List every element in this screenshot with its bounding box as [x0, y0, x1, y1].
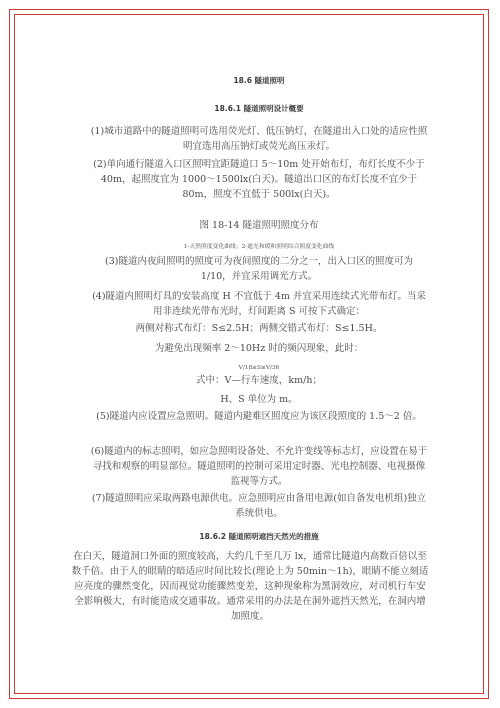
subsection-title-2: 18.6.2 隧道照明遮挡天然光的措施	[199, 532, 319, 541]
paragraph-1: (1)城市道路中的隧道照明可选用荧光灯、低压钠灯，在隧道出入口处的适应性照明宜选用高压钠灯或荧光高压汞灯。	[90, 126, 428, 152]
formula-unit: H、S 单位为 m。	[220, 394, 298, 405]
paragraph-7: (7)隧道照明应采取两路电源供电。应急照明应由备用电源(如自备发电机组)独立系统供电。	[91, 493, 427, 519]
section-title: 18.6 隧道照明	[233, 76, 285, 85]
subsection-title-1: 18.6.1 隧道照明设计概要	[214, 104, 304, 113]
figure-caption: 图 18-14 隧道照明照度分布	[199, 220, 319, 231]
paragraph-8: 在白天，隧道洞口外面的照度较高，大约几千至几万 lx，通常比隧道内高数百倍以至数千倍。由于人的眼睛的暗适应时间比较长(理论上为 50min～1h)，眼睛不能立刻适应亮度的骤然变化，因而视觉功能骤然变差，这种现象称为黑洞效应，对司机行车安全影响极大，有时能造成交通事故。通常采用的办法是在洞外遮挡天然光，在洞内增加照度。	[71, 551, 429, 622]
formula-description: 式中：V—行车速度，km/h；	[196, 375, 322, 386]
paragraph-6: (6)隧道内的标志照明，如应急照明设备处、不允许变线等标志灯，应设置在易于寻找和观察的明显部位。隧道照明的控制可采用定时器、光电控制器、电视摄像监视等方式。	[90, 446, 428, 487]
formula: V/18≥S≥V/36	[238, 365, 280, 371]
figure-note: 1-天然照度变化曲线；2-遮光和缓和照明综合照度变化曲线	[183, 244, 335, 250]
paragraph-4: (4)隧道内照明灯具的安装高度 H 不宜低于 4m 并宜采用连续式光带布灯。当采用非连续光带布光时，灯间距离 S 可按下式确定：	[92, 291, 426, 317]
paragraph-4-note: 为避免出现频率 2～10Hz 时的频闪现象，此时：	[154, 343, 364, 354]
paragraph-4-rule: 两侧对称式布灯：S≤2.5H；两侧交错式布灯：S≤1.5H。	[135, 323, 383, 334]
paragraph-5: (5)隧道内应设置应急照明。隧道内避难区照度应为该区段照度的 1.5～2 倍。	[96, 411, 422, 422]
paragraph-3: (3)隧道内夜间照明的照度可为夜间照度的二分之一，出入口区的照度可为1/10，并宜采用调光方式。	[105, 256, 413, 282]
paragraph-2: (2)单向通行隧道入口区照明宜距隧道口 5～10m 处开始布灯，布灯长度不少于 40m，起照度宜为 1000～1500lx(白天)。隧道出口区的布灯长度不宜少于 80m，照度不宜低于 500lx(白天)。	[93, 159, 425, 200]
